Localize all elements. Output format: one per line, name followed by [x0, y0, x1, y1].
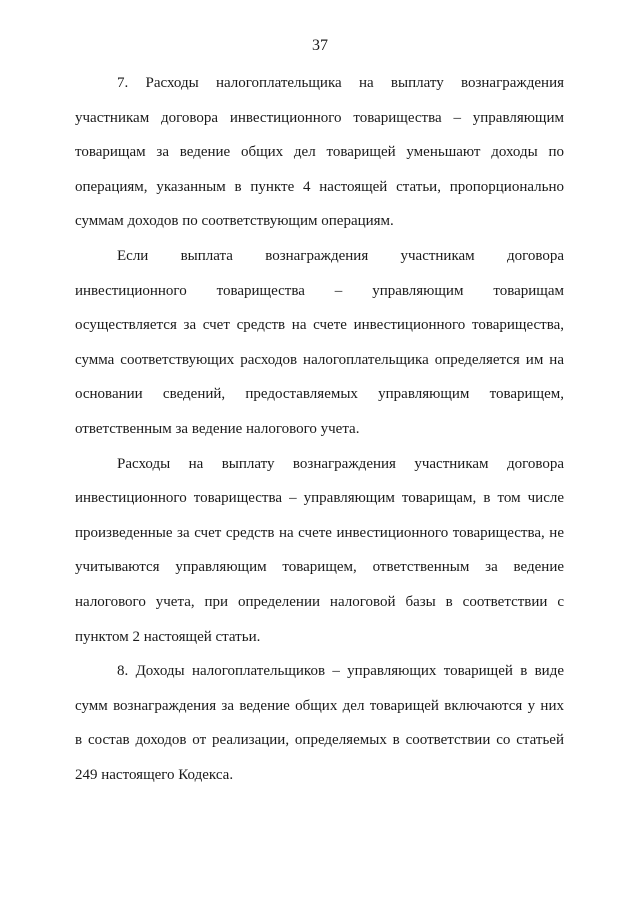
text-line: суммам доходов по соответствующим операциям.	[75, 213, 394, 230]
text-line: основании сведений, предоставляемых управляющим товарищем,	[75, 386, 564, 403]
text-line: пунктом 2 настоящей статьи.	[75, 628, 261, 645]
text-line: инвестиционного товарищества – управляющим товарищам	[75, 282, 564, 299]
text-line: инвестиционного товарищества – управляющим товарищам, в том числе	[75, 490, 564, 507]
paragraph-7	[75, 66, 564, 239]
text-line: налогового учета, при определении налоговой базы в соответствии с	[75, 593, 564, 610]
text-line: ответственным за ведение налогового учета.	[75, 420, 360, 437]
text-line: 249 настоящего Кодекса.	[75, 766, 234, 783]
text-line: осуществляется за счет средств на счете инвестиционного товарищества,	[75, 317, 564, 334]
document-body	[75, 66, 564, 792]
text-line: товарищам за ведение общих дел товарищей уменьшают доходы по	[75, 144, 564, 161]
text-line: произведенные за счет средств на счете инвестиционного товарищества, не	[75, 524, 564, 541]
page-number: 37	[312, 37, 328, 54]
text-line: 7. Расходы налогоплательщика на выплату вознаграждения	[117, 75, 564, 91]
paragraph-expenses	[75, 447, 564, 655]
text-line: сумм вознаграждения за ведение общих дел товарищей включаются у них	[75, 697, 564, 714]
text-line: сумма соответствующих расходов налогоплательщика определяется им на	[75, 351, 564, 368]
paragraph-if-payment	[75, 239, 564, 447]
paragraph-8	[75, 654, 564, 792]
text-line: Если выплата вознаграждения участникам договора	[117, 247, 564, 264]
text-line: в состав доходов от реализации, определяемых в соответствии со статьей	[75, 732, 564, 749]
text-line: участникам договора инвестиционного товарищества – управляющим	[75, 109, 564, 126]
text-line: учитываются управляющим товарищем, ответственным за ведение	[75, 559, 564, 576]
text-line: 8. Доходы налогоплательщиков – управляющих товарищей в виде	[117, 663, 564, 680]
text-line: Расходы на выплату вознаграждения участникам договора	[117, 455, 564, 472]
text-line: операциям, указанным в пункте 4 настоящей статьи, пропорционально	[75, 178, 564, 195]
